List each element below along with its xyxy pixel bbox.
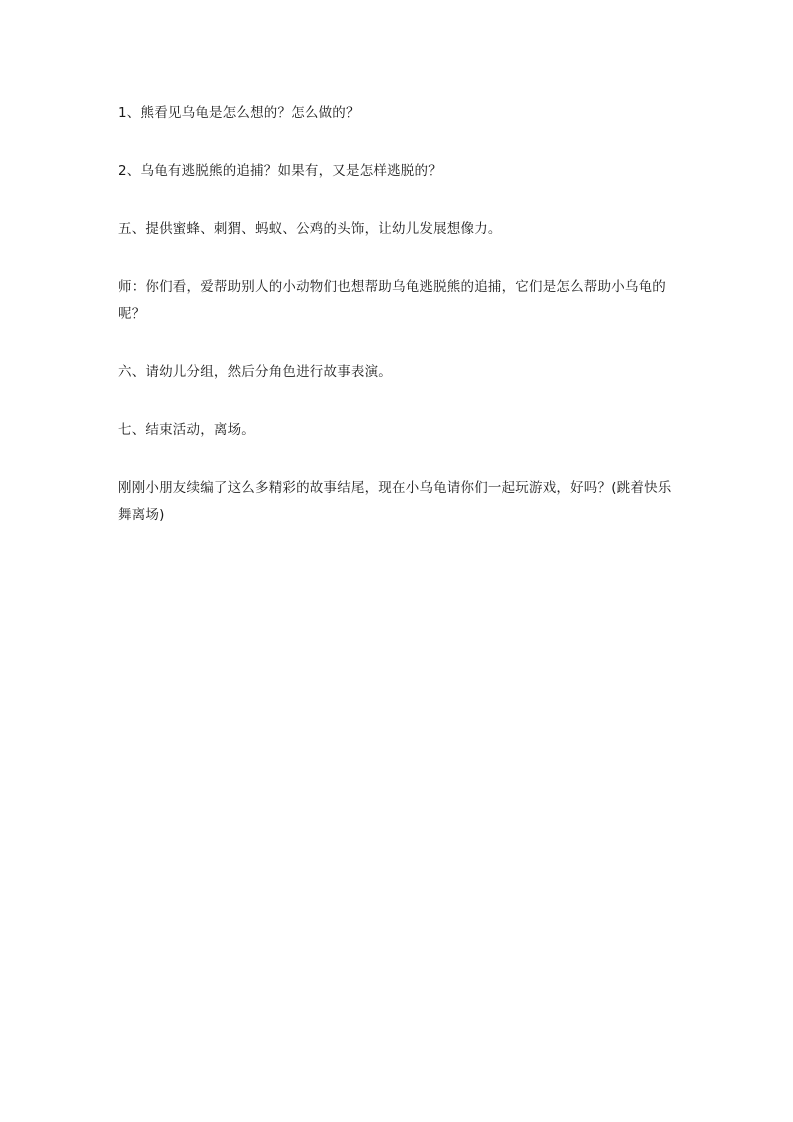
paragraph-question-2: 2、乌龟有逃脱熊的追捕？如果有，又是怎样逃脱的？	[118, 163, 442, 179]
paragraph-step-7: 七、结束活动，离场。	[118, 422, 255, 438]
document-body	[118, 100, 678, 560]
paragraph-step-6: 六、请幼儿分组，然后分角色进行故事表演。	[118, 364, 392, 380]
paragraph-closing: 刚刚小朋友续编了这么多精彩的故事结尾，现在小乌龟请你们一起玩游戏，好吗？(跳着快乐舞离场)	[118, 480, 672, 523]
paragraph-step-5: 五、提供蜜蜂、刺猬、蚂蚁、公鸡的头饰，让幼儿发展想像力。	[118, 221, 502, 237]
paragraph-question-1: 1、熊看见乌龟是怎么想的？怎么做的？	[118, 105, 360, 121]
paragraph-teacher-prompt: 师：你们看，爱帮助别人的小动物们也想帮助乌龟逃脱熊的追捕，它们是怎么帮助小乌龟的呢？	[118, 279, 666, 322]
